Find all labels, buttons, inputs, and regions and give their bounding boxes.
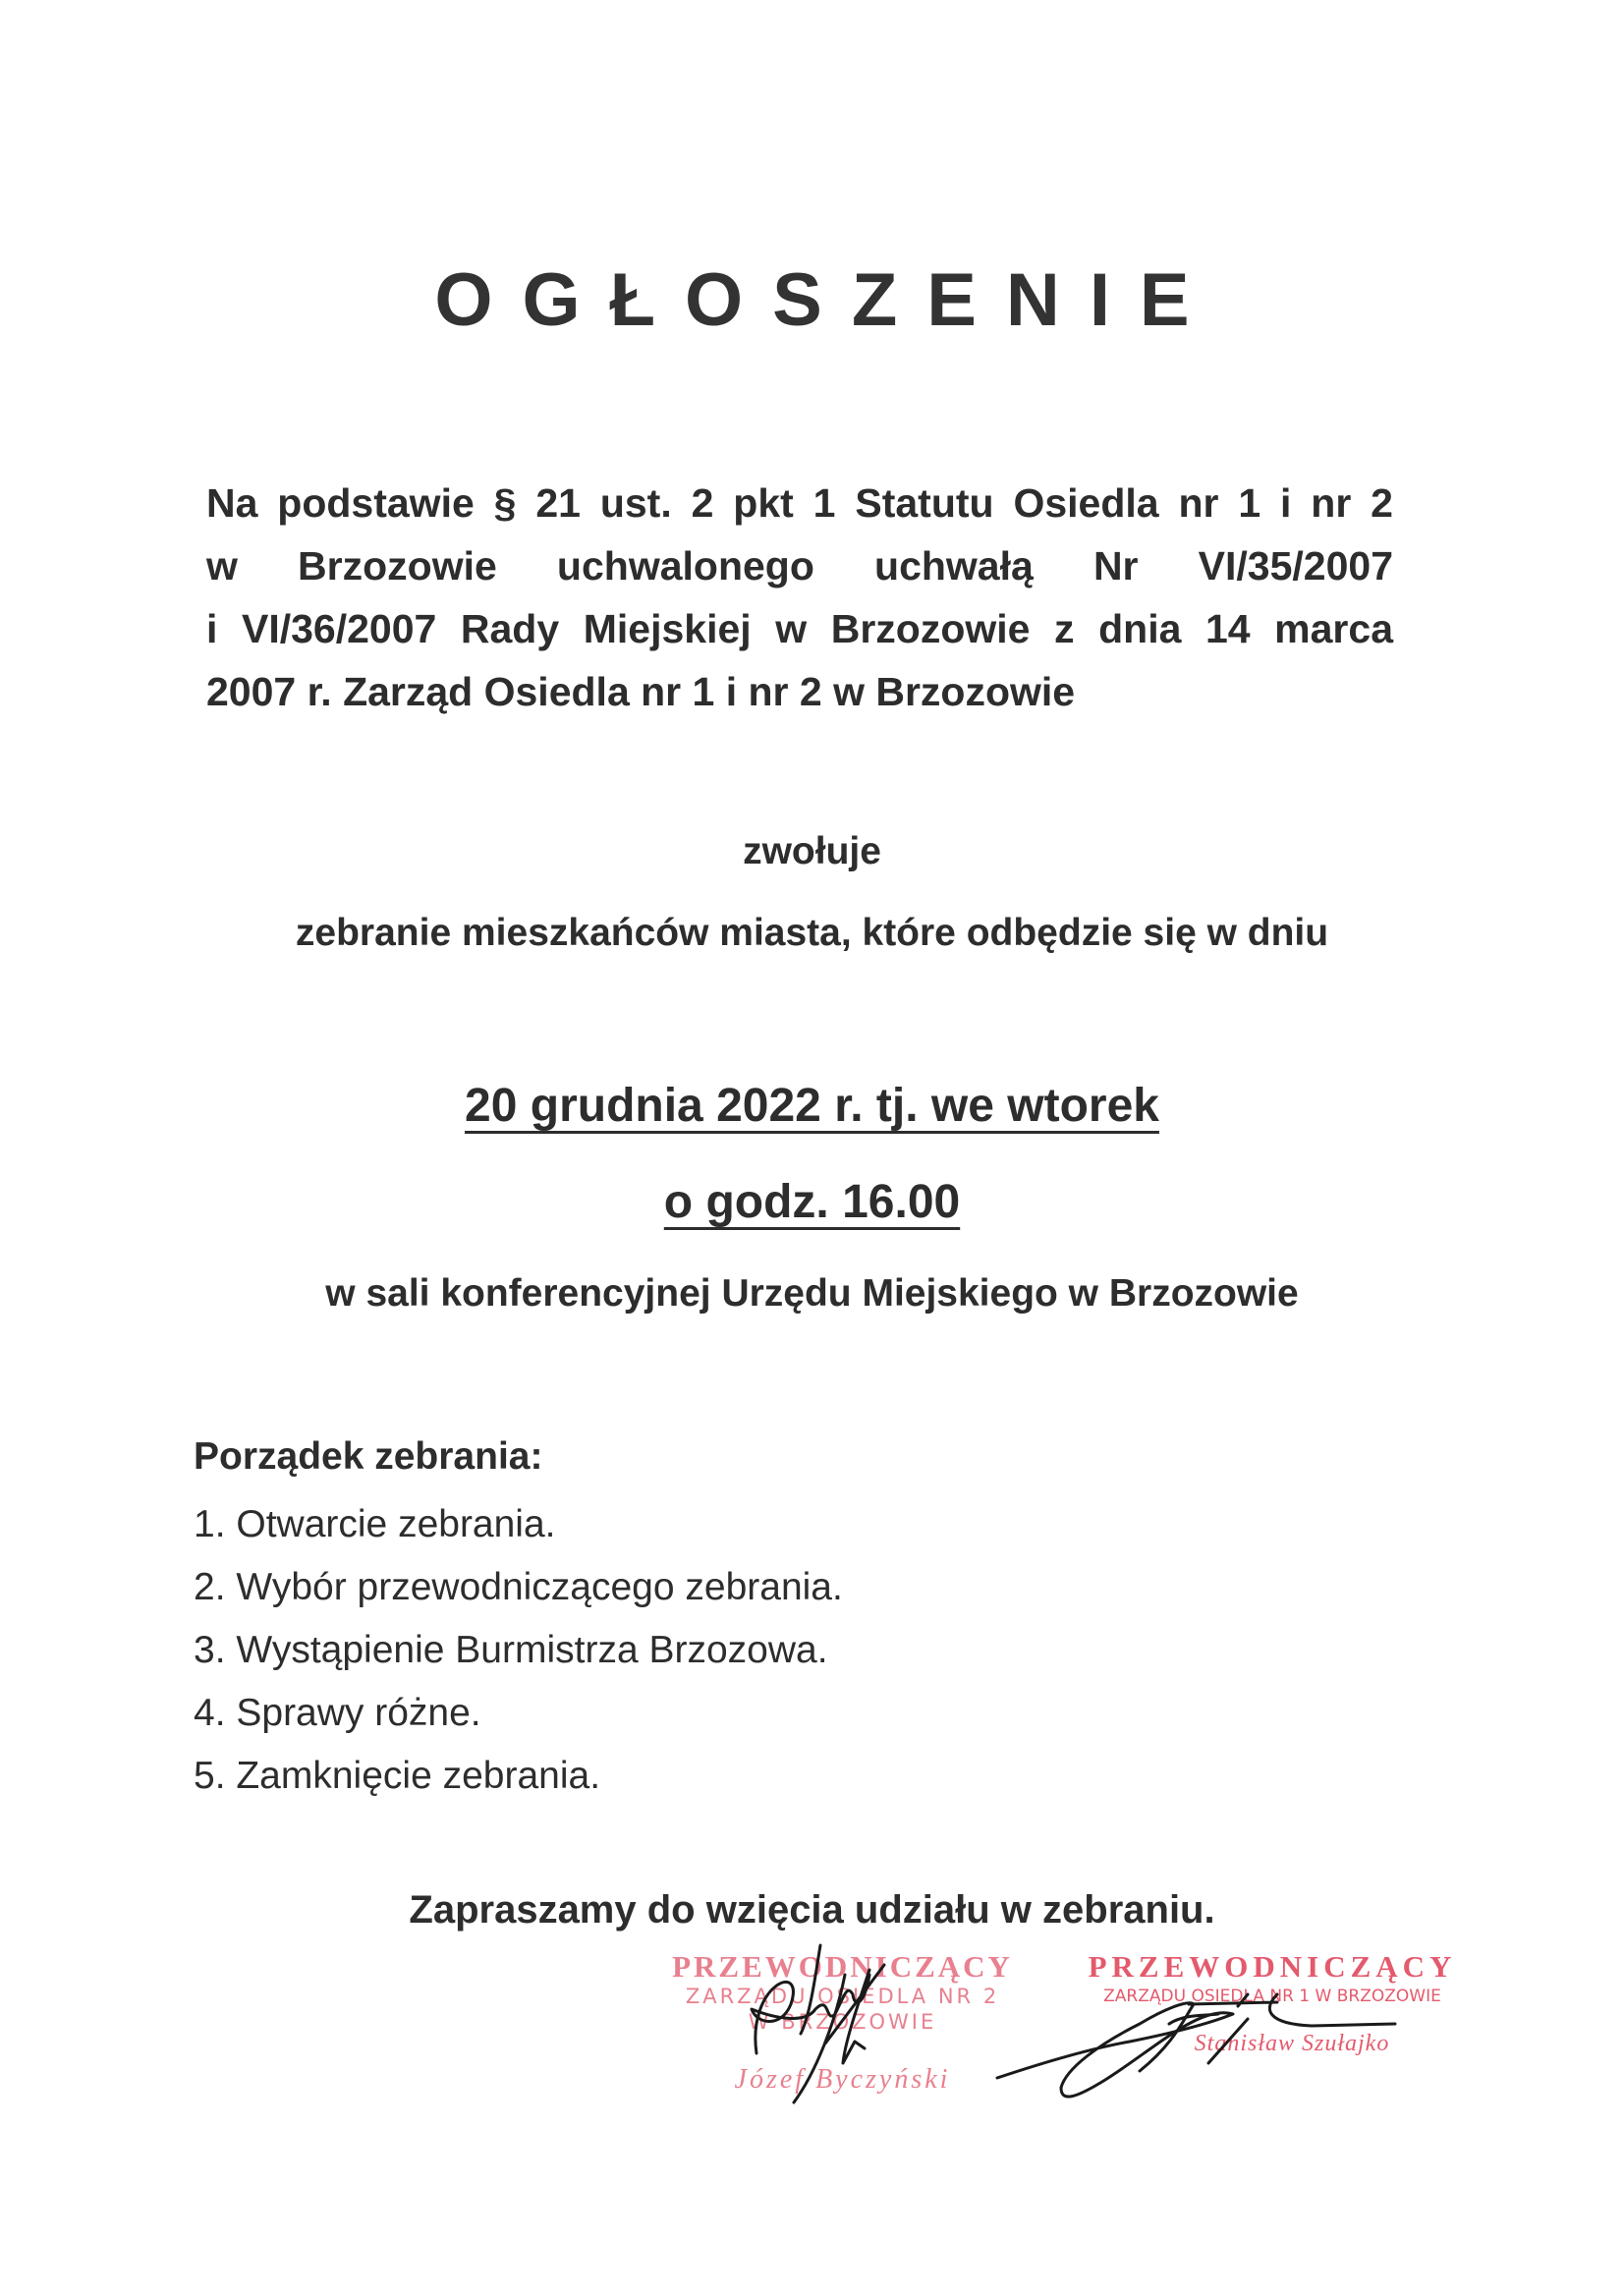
stamp-name: Stanisław Szułajko [1194,2031,1390,2056]
agenda-item: 4. Sprawy różne. [194,1692,481,1734]
intro-line: 2007 r. Zarząd Osiedla nr 1 i nr 2 w Brzozowie [206,669,1076,714]
meeting-venue: w sali konferencyjnej Urzędu Miejskiego w Brzozowie [325,1272,1299,1315]
stamp-heading: PRZEWODNICZĄCY [672,1949,1013,1984]
invitation-text: Zapraszamy do wzięcia udziału w zebraniu. [409,1888,1215,1932]
agenda-item: 3. Wystąpienie Burmistrza Brzozowa. [194,1629,828,1671]
page-title: OGŁOSZENIE [434,258,1219,342]
stamp-subline: ZARZĄDU OSIEDLA NR 1 W BRZOZOWIE [1103,1987,1441,2006]
agenda-title: Porządek zebrania: [194,1435,543,1478]
agenda-item: 5. Zamknięcie zebrania. [194,1755,601,1797]
stamp-subline: ZARZĄDU OSIEDLA NR 2 [685,1985,1000,2008]
stamp-heading: PRZEWODNICZĄCY [1088,1949,1457,1984]
meeting-description: zebranie mieszkańców miasta, które odbędzie się w dniu [295,912,1329,954]
intro-line: i VI/36/2007 Rady Miejskiej w Brzozowie z dnia 14 marca [206,606,1393,651]
convenes-text: zwołuje [743,830,881,872]
stamp-chairman-osiedle-2 [644,1950,1041,2096]
stamp-subline: W BRZOZOWIE [748,2010,937,2034]
intro-line: w Brzozowie uchwalonego uchwałą Nr VI/35/2007 [206,543,1393,588]
meeting-date: 20 grudnia 2022 r. tj. we wtorek [465,1080,1159,1132]
stamp-name: Józef Byczyński [734,2064,951,2095]
agenda-item: 2. Wybór przewodniczącego zebrania. [194,1566,843,1608]
legal-basis-paragraph [206,472,1393,723]
stamp-chairman-osiedle-1 [1081,1950,1464,2057]
intro-line: Na podstawie § 21 ust. 2 pkt 1 Statutu Osiedla nr 1 i nr 2 [206,480,1393,526]
meeting-time: o godz. 16.00 [663,1176,961,1228]
agenda [194,1432,843,1808]
agenda-item: 1. Otwarcie zebrania. [194,1503,556,1545]
